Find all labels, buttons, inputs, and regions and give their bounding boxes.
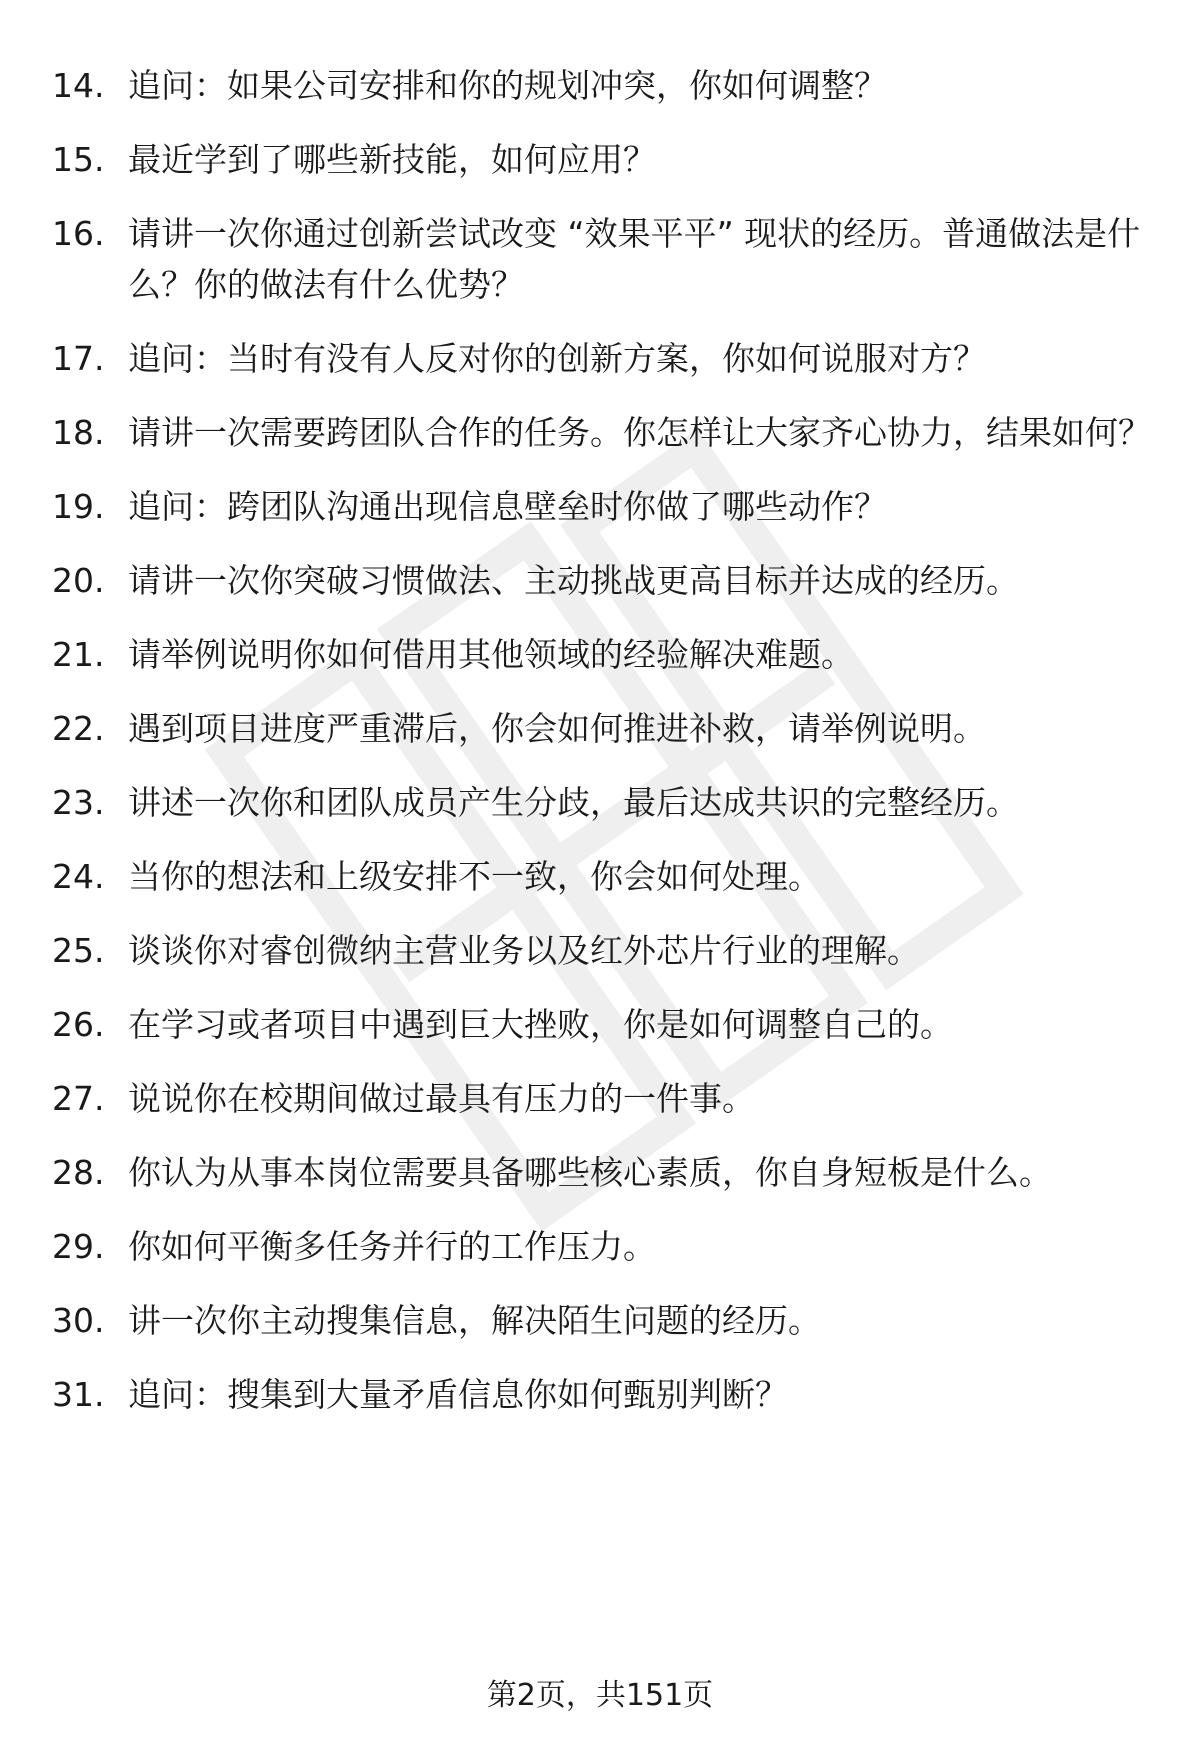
page-indicator: 第2页，共151页 (486, 1678, 714, 1713)
question-text: 追问：搜集到大量矛盾信息你如何甄别判断？ (128, 1375, 788, 1414)
question-text: 请讲一次你通过创新尝试改变 “效果平平” 现状的经历。普通做法是什么？你的做法有什么优势？ (128, 214, 1141, 304)
question-item (52, 481, 1152, 532)
question-item (52, 1221, 1152, 1272)
question-text: 谈谈你对睿创微纳主营业务以及红外芯片行业的理解。 (128, 931, 920, 970)
question-text: 最近学到了哪些新技能，如何应用？ (128, 140, 656, 179)
question-number: 23. (52, 783, 105, 822)
question-item (52, 407, 1152, 458)
question-text: 讲一次你主动搜集信息，解决陌生问题的经历。 (128, 1301, 821, 1340)
question-number: 30. (52, 1301, 105, 1340)
question-item (52, 777, 1152, 828)
question-number: 14. (52, 66, 105, 105)
question-item (52, 851, 1152, 902)
question-item (52, 629, 1152, 680)
question-item (52, 999, 1152, 1050)
question-text: 你认为从事本岗位需要具备哪些核心素质，你自身短板是什么。 (128, 1153, 1052, 1192)
question-list (52, 60, 1152, 1443)
question-text: 遇到项目进度严重滞后，你会如何推进补救，请举例说明。 (128, 709, 986, 748)
question-text: 当你的想法和上级安排不一致，你会如何处理。 (128, 857, 821, 896)
question-number: 29. (52, 1227, 105, 1266)
question-text: 说说你在校期间做过最具有压力的一件事。 (128, 1079, 755, 1118)
question-item (52, 333, 1152, 384)
question-text: 追问：跨团队沟通出现信息壁垒时你做了哪些动作？ (128, 487, 887, 526)
question-item (52, 703, 1152, 754)
question-item (52, 1295, 1152, 1346)
question-text: 你如何平衡多任务并行的工作压力。 (128, 1227, 656, 1266)
question-number: 31. (52, 1375, 105, 1414)
question-number: 21. (52, 635, 105, 674)
question-item (52, 208, 1152, 310)
question-number: 24. (52, 857, 105, 896)
question-number: 17. (52, 339, 105, 378)
question-number: 22. (52, 709, 105, 748)
question-text: 讲述一次你和团队成员产生分歧，最后达成共识的完整经历。 (128, 783, 1019, 822)
question-item (52, 134, 1152, 185)
question-text: 追问：当时有没有人反对你的创新方案，你如何说服对方？ (128, 339, 986, 378)
question-number: 25. (52, 931, 105, 970)
question-number: 16. (52, 214, 105, 253)
question-item (52, 925, 1152, 976)
question-text: 请举例说明你如何借用其他领域的经验解决难题。 (128, 635, 854, 674)
question-number: 27. (52, 1079, 105, 1118)
question-item (52, 1073, 1152, 1124)
question-number: 20. (52, 561, 105, 600)
question-text: 追问：如果公司安排和你的规划冲突，你如何调整？ (128, 66, 887, 105)
question-number: 28. (52, 1153, 105, 1192)
question-number: 15. (52, 140, 105, 179)
question-number: 26. (52, 1005, 105, 1044)
question-number: 18. (52, 413, 105, 452)
question-text: 在学习或者项目中遇到巨大挫败，你是如何调整自己的。 (128, 1005, 953, 1044)
question-text: 请讲一次需要跨团队合作的任务。你怎样让大家齐心协力，结果如何？ (128, 413, 1151, 452)
question-item (52, 1147, 1152, 1198)
question-item (52, 555, 1152, 606)
question-item (52, 1369, 1152, 1420)
question-number: 19. (52, 487, 105, 526)
question-item (52, 60, 1152, 111)
question-text: 请讲一次你突破习惯做法、主动挑战更高目标并达成的经历。 (128, 561, 1019, 600)
